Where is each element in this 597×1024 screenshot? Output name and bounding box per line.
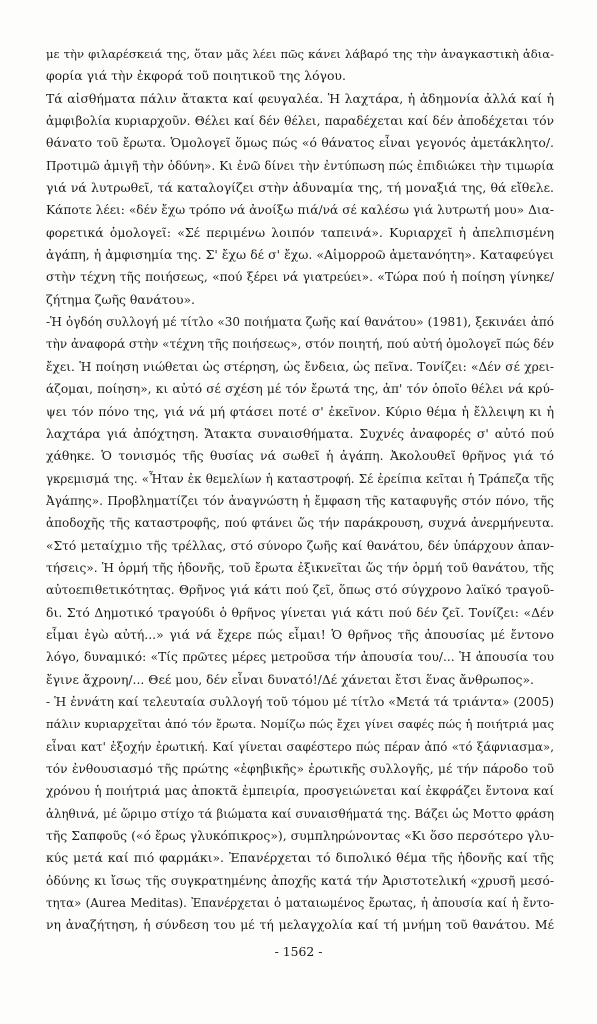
text-line: πάλιν κυριαρχεῖται ἀπό τόν ἔρωτα. Νομίζω πώς ἔχει γίνει σαφές πώς ἡ ποιήτριά μας bbox=[46, 717, 554, 732]
text-line: τόν ἐνθουσιασμό τῆς πρώτης «ἐφηβικῆς» ἐρωτικῆς συλλογῆς, μέ τήν πάροδο τοῦ bbox=[46, 762, 554, 776]
text-line: ψει τόν πόνο της, γιά νά μή φτάσει ποτέ σ' ἐκεῖνον. Κύριο θέμα ἡ ἔλλειψη κι ἡ bbox=[46, 403, 554, 419]
text-line: τήσεις». Ἡ ὁρμή τῆς ἡδονῆς, τοῦ ἔρωτα ἐξικνεῖται ὥς τήν ὁρμή τοῦ θανάτου, τῆς bbox=[46, 560, 554, 575]
text-line: «Στό μεταίχμιο τῆς τρέλλας, στό σύνορο ζωῆς καί θανάτου, δέν ὑπάρχουν ἀπαν- bbox=[46, 538, 554, 553]
text-line: Κάποτε λέει: «δέν ἔχω τρόπο νά ἀνοίξω πιά/νά σέ καλέσω γιά λυτρωτή μου» Δια- bbox=[46, 203, 554, 218]
text-line: τητα» (Aurea Meditas). Ἐπανέρχεται ὁ ματαιωμένος ἔρωτας, ἡ ἀπουσία καί ἡ ἔντο- bbox=[46, 896, 554, 911]
text-line: ἔγινε ἄχρονη/... Θεέ μου, δέν εἶναι δυνατό!/Δέ χάνεται ἔτσι ἕνας ἄνθρωπος». bbox=[46, 671, 534, 687]
text-line: λόγο, δυναμικό: «Τίς πρῶτες μέρες μετροῦσα τήν ἀπουσία του/... Ἡ ἀπουσία του bbox=[46, 650, 554, 665]
text-line: αὐτοεπιθετικότητας. Θρῆνος γιά κάτι πού ζεῖ, ὅπως στό σύγχρονο λαϊκό τραγοῦ- bbox=[46, 583, 554, 598]
text-line: δι. Στό Δημοτικό τραγούδι ὁ θρῆνος γίνεται γιά κάτι πού δέν ζεῖ. Τονίζει: «Δέν bbox=[46, 604, 554, 620]
text-line: φορετικά ὁμολογεῖ: «Σέ περιμένω λοιπόν ταπεινά». Κυριαρχεῖ ἡ ἀπελπισμένη bbox=[46, 224, 554, 240]
text-line: λαχτάρα γιά ἀπόχτηση. Ἄτακτα συναισθήματα. Συχνές ἀναφορές σ' αὐτό πού bbox=[46, 425, 554, 441]
text-line: εἶναι κατ' ἐξοχήν ἐρωτική. Καί γίνεται σαφέστερο πώς πέραν ἀπό «τό ξάφνιασμα», bbox=[46, 739, 554, 754]
text-line: χάθηκε. Ὁ τονισμός τῆς θυσίας νά σωθεῖ ἡ ἀγάπη. Ἀκολουθεῖ θρῆνος γιά τό bbox=[46, 448, 554, 464]
text-line: ἀληθινά, μέ ὥριμο στίχο τά βιώματα καί συναισθήματά της. Βάζει ὡς Μοττο φράση bbox=[46, 806, 554, 821]
text-line: Ἀγάπης». Προβληματίζει τόν ἀναγνώστη ἡ ἔμφαση τῆς καταφυγῆς στόν πόνο, τῆς bbox=[46, 493, 554, 508]
text-line: φορία γιά τὴν ἐκφορά τοῦ ποιητικοῦ της λόγου. bbox=[46, 68, 346, 84]
text-line: -Ἡ ὀγδόη συλλογή μέ τίτλο «30 ποιήματα ζωῆς καί θανάτου» (1981), ξεκινάει ἀπό bbox=[46, 315, 554, 330]
text-line: γιά νά λυτρωθεῖ, τά καταλογίζει στὴν ἀδυναμία της, τή μοναξιά της, θά εἴθελε. bbox=[46, 180, 554, 196]
text-line: με τὴν φιλαρέσκειά της, ὅταν μᾶς λέει πῶς κάνει λάβαρό της τὴν ἀναγκαστικὴ ἀδια- bbox=[46, 47, 554, 61]
text-line: Τά αἰσθήματα πάλιν ἄτακτα καί φευγαλέα. Ἡ λαχτάρα, ἡ ἀδημονία ἀλλά καί ἡ bbox=[46, 90, 554, 106]
text-line: ἀμφιβολία κυριαρχοῦν. Θέλει καί δέν θέλει, παραδέχεται καί δέν ἀποδέχεται τόν bbox=[46, 114, 554, 129]
text-line: τῆς Σαπφοῦς («ό ἔρως γλυκόπικρος»), συμπληρώνοντας «Κι ὅσο περσότερο γλυ- bbox=[46, 828, 554, 844]
text-line: τὴν ἀναφορά στὴν «τέχνη τῆς ποιήσεως», στόν ποιητή, πού αὐτή ὁμολογεῖ πώς δέν bbox=[46, 337, 554, 352]
text-line: ζήτημα ζωῆς θανάτου». bbox=[46, 291, 195, 307]
text-line: κύς μετά καί πιό φαρμάκι». Ἐπανέρχεται τό διπολικό θέμα τῆς ἡδονῆς καί τῆς bbox=[46, 850, 554, 866]
page-number: - 1562 - bbox=[274, 944, 323, 959]
body-text bbox=[46, 43, 554, 937]
text-line: στὴν τέχνη τῆς ποιήσεως, «πού ξέρει νά γιατρεύει». «Τώρα πού ἡ ποίηση γίνηκε/ bbox=[46, 270, 554, 285]
text-line: άζομαι, ποίηση», κι αὐτό σέ σχέση μέ τόν ἔρωτά της, ἀπ' τόν ὁποῖο θέλει νά κρύ- bbox=[46, 382, 554, 397]
text-line: χρόνου ἡ ποιήτριά μας ἀποκτᾶ ἐμπειρία, προσγειώνεται καί ἐκφράζει ἔντονα καί bbox=[46, 784, 554, 799]
text-line: θάνατο τοῦ ἔρωτα. Ὁμολογεῖ ὅμως πώς «ό θάνατος εἶναι γεγονός ἀμετάκλητο/. bbox=[46, 135, 554, 151]
text-line: ἀγάπη, ἡ ἀμφισημία της. Σ' ἔχω δέ σ' ἔχω. «Αἱμορροῶ ἀμετανόητη». Καταφεύγει bbox=[46, 247, 554, 263]
text-line: - Ἡ ἐννάτη καί τελευταία συλλογή τοῦ τόμου μέ τίτλο «Μετά τά τριάντα» (2005) bbox=[46, 694, 554, 709]
text-line: εἶμαι ἐγὼ αὐτή...» γιά νά ἔχερε πώς εἶμαι! Ὁ θρῆνος τῆς ἀπουσίας μέ ἔντονο bbox=[46, 626, 554, 642]
text-line: ἀποδοχῆς τῆς καταστροφῆς, πού φτάνει ὥς τήν παράκρουση, συχνά ἀνερμήνευτα. bbox=[46, 516, 554, 531]
text-line: ὀδύνης κι ἴσως τῆς συγκρατημένης ἀποχῆς κατά τήν Ἀριστοτελική «χρυσῆ μεσό- bbox=[46, 873, 554, 888]
text-line: ἔχει. Ἡ ποίηση νιώθεται ὡς στέρηση, ὡς ἔνδεια, ὡς πεῖνα. Τονίζει: «Δέν σέ χρει- bbox=[46, 359, 554, 374]
text-line: νη ἀναζήτηση, ἡ σύνδεση του μέ τή μελαγχολία καί τή μνήμη τοῦ θανάτου. Μέ bbox=[46, 917, 554, 933]
text-line: Προτιμῶ ἀμιγῆ τὴν ὀδύνη». Κι ἐνῶ δίνει τὴν ἐντύπωση πώς ἐπιδιώκει τὴν τιμωρία bbox=[46, 158, 554, 173]
text-line: γκρεμισμά της. «Ἦταν ἐκ θεμελίων ἡ καταστροφή. Σέ ἐρείπια κεῖται ἡ Τράπεζα τῆς bbox=[46, 471, 554, 486]
